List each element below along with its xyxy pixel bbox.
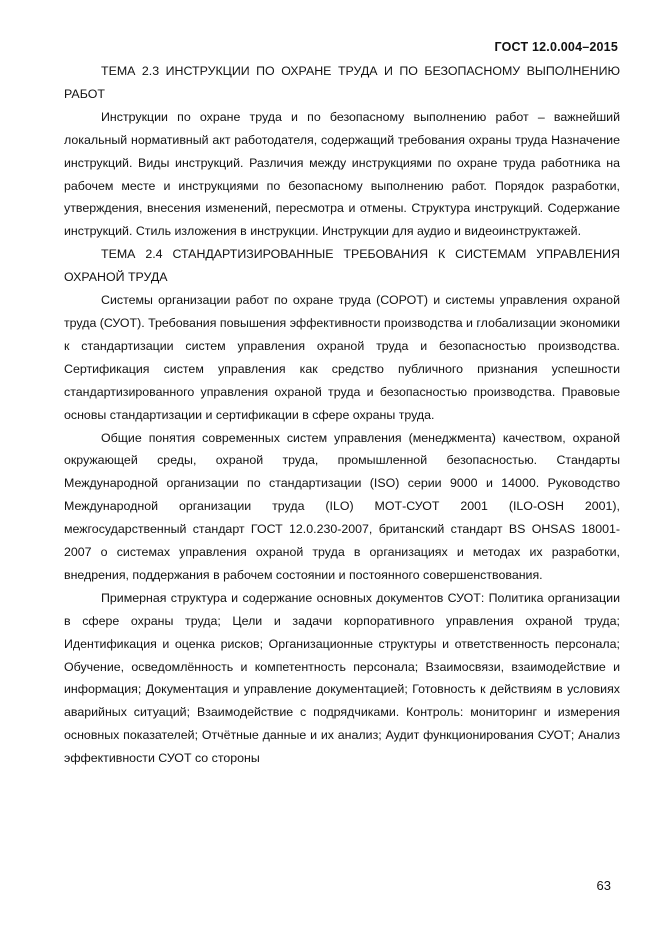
- body-paragraph: Общие понятия современных систем управления (менеджмента) качеством, охраной окружающей среды, охраной труда, промышленной безопасностью. Стандарты Международной организации по стандартизации (ISO) серии 9000 и 14000. Руководство Международной организации труда (ILO) МОТ-СУОТ 2001 (ILO-OSH 2001), межгосударственный стандарт ГОСТ 12.0.230-2007, британский стандарт BS OHSAS 18001-2007 о системах управления охраной труда в организациях и методах их разработки, внедрения, поддержания в рабочем состоянии и постоянного совершенствования.: [64, 430, 620, 582]
- body-paragraph: Инструкции по охране труда и по безопасному выполнению работ – важнейший локальный нормативный акт работодателя, содержащий требования охраны труда Назначение инструкций. Виды инструкций. Различия между инструкциями по охране труда работника на рабочем месте и инструкциями по безопасному выполнению работ. Порядок разработки, утверждения, внесения изменений, пересмотра и отмены. Структура инструкций. Содержание инструкций. Стиль изложения в инструкции. Инструкции для аудио и видеоинструктажей.: [64, 109, 620, 239]
- document-code-header: ГОСТ 12.0.004–2015: [494, 40, 618, 54]
- section-heading-2-3: ТЕМА 2.3 ИНСТРУКЦИИ ПО ОХРАНЕ ТРУДА И ПО БЕЗОПАСНОМУ ВЫПОЛНЕНИЮ РАБОТ: [64, 64, 620, 101]
- document-body: [64, 60, 620, 770]
- page-number: 63: [596, 878, 611, 893]
- body-paragraph: Примерная структура и содержание основных документов СУОТ: Политика организации в сфере охраны труда; Цели и задачи корпоративного управления охраной труда; Идентификация и оценка рисков; Организационные структуры и ответственность персонала; Обучение, осведомлённость и компетентность персонала; Взаимосвязи, взаимодействие и информация; Документация и управление документацией; Готовность к действиям в условиях аварийных ситуаций; Взаимодействие с подрядчиками. Контроль: мониторинг и измерения основных показателей; Отчётные данные и их анализ; Аудит функционирования СУОТ; Анализ эффективности СУОТ со стороны: [64, 590, 620, 766]
- body-paragraph: Системы организации работ по охране труда (СОРОТ) и системы управления охраной труда (СУОТ). Требования повышения эффективности производства и глобализации экономики к стандартизации систем управления охраной труда и безопасностью производства. Сертификация систем управления как средство публичного признания успешности стандартизированного управления охраной труда и безопасностью производства. Правовые основы стандартизации и сертификации в сфере охраны труда.: [64, 293, 621, 422]
- section-heading-2-4: ТЕМА 2.4 СТАНДАРТИЗИРОВАННЫЕ ТРЕБОВАНИЯ К СИСТЕМАМ УПРАВЛЕНИЯ ОХРАНОЙ ТРУДА: [64, 247, 620, 285]
